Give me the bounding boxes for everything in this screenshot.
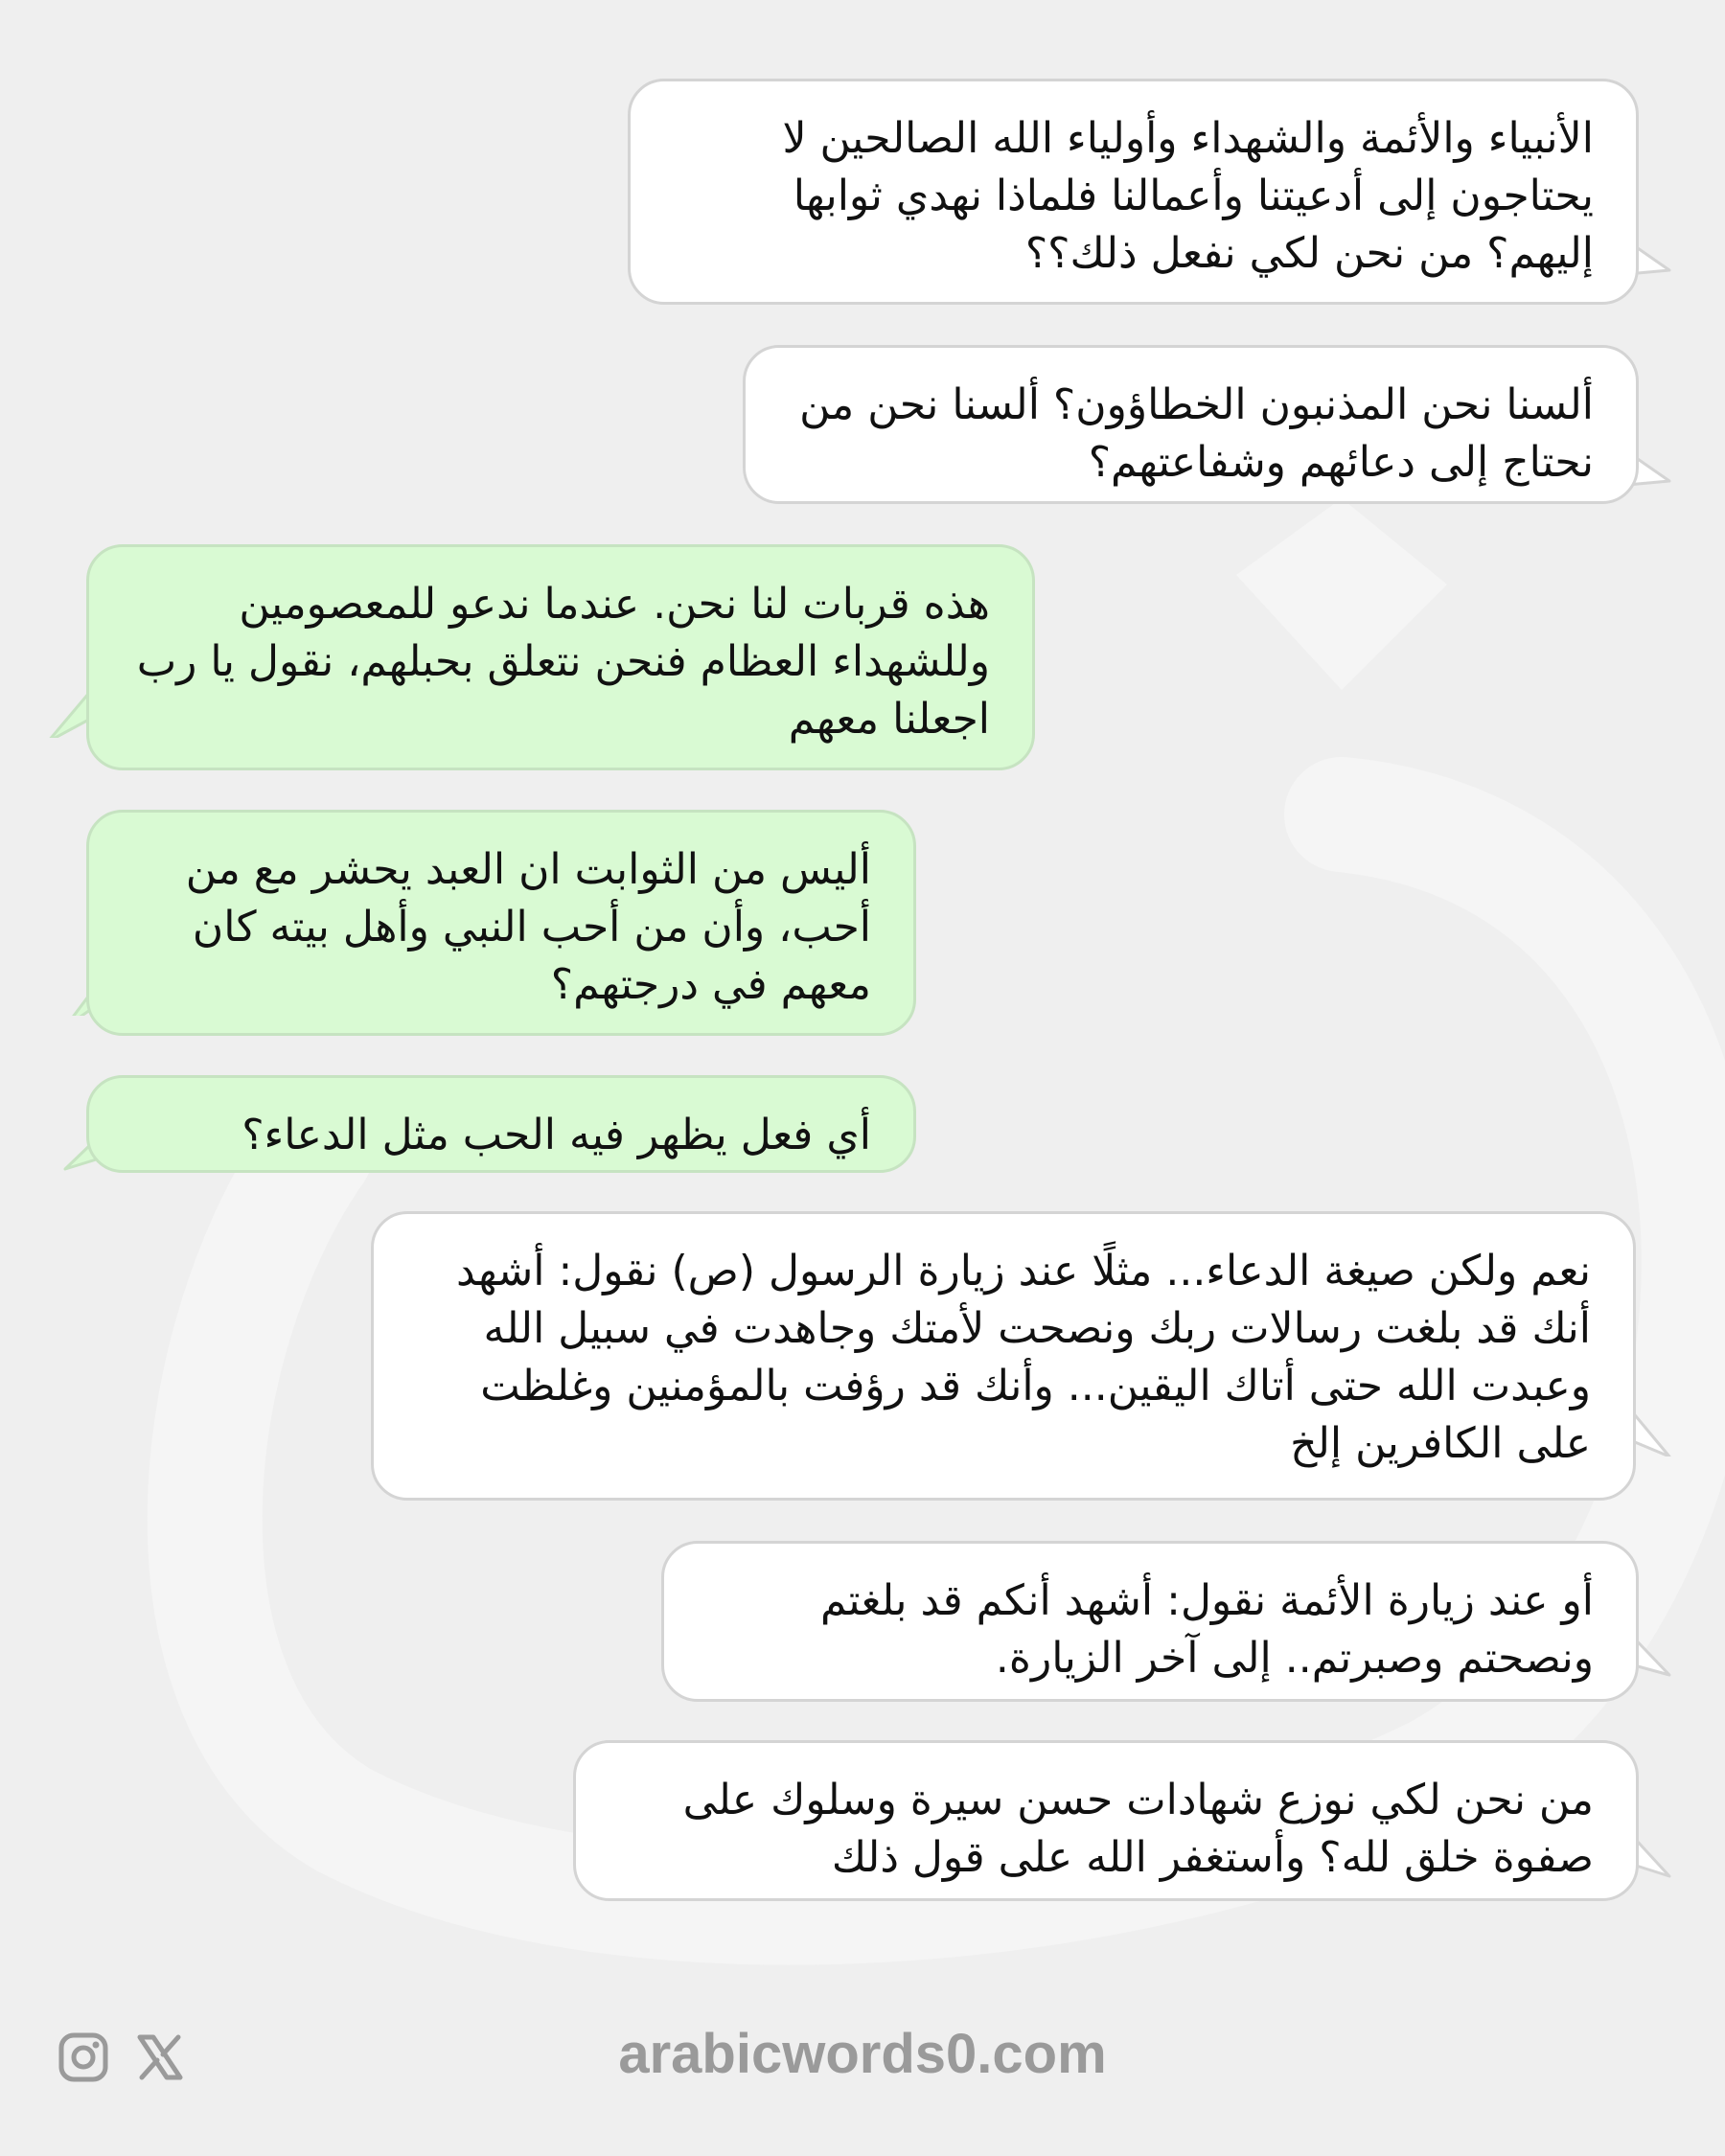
message-text: أليس من الثوابت ان العبد يحشر مع من أحب، وأن من أحب النبي وأهل بيته كان معهم في درجتهم؟ [86, 810, 916, 1036]
message-text: نعم ولكن صيغة الدعاء... مثلًا عند زيارة الرسول (ص) نقول: أشهد أنك قد بلغت رسالات ربك ونصحت لأمتك وجاهدت في سبيل الله وعبدت الله حتى أتاك اليقين... وأنك قد رؤفت بالمؤمنين وغلظت على الكافرين إلخ [371, 1211, 1636, 1501]
message-text: ألسنا نحن المذنبون الخطاؤون؟ ألسنا نحن من نحتاج إلى دعائهم وشفاعتهم؟ [743, 345, 1639, 504]
message-text: هذه قربات لنا نحن. عندما ندعو للمعصومين وللشهداء العظام فنحن نتعلق بحبلهم، نقول يا رب اجعلنا معهم [86, 544, 1035, 770]
message-text: من نحن لكي نوزع شهادات حسن سيرة وسلوك على صفوة خلق لله؟ وأستغفر الله على قول ذلك [573, 1740, 1639, 1901]
message-text: أو عند زيارة الأئمة نقول: أشهد أنكم قد بلغتم ونصحتم وصبرتم.. إلى آخر الزيارة. [661, 1541, 1639, 1702]
footer-url[interactable]: arabicwords0.com [618, 2023, 1107, 2085]
message-text: أي فعل يظهر فيه الحب مثل الدعاء؟ [86, 1075, 916, 1173]
message-text: الأنبياء والأئمة والشهداء وأولياء الله الصالحين لا يحتاجون إلى أدعيتنا وأعمالنا فلماذا نهدي ثوابها إليهم؟ من نحن لكي نفعل ذلك؟؟ [628, 79, 1639, 305]
